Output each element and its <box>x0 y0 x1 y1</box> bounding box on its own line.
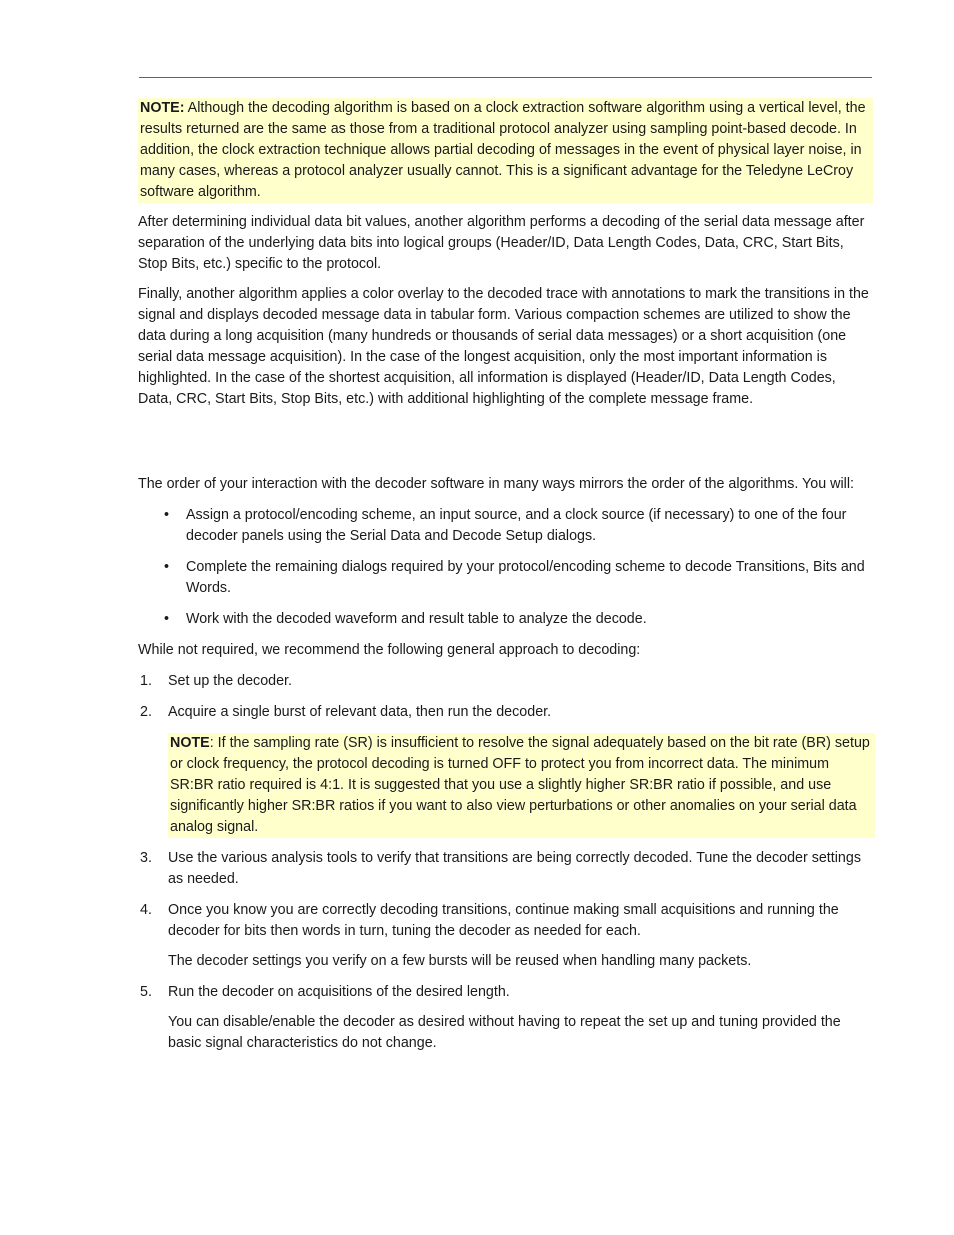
page-content <box>138 98 873 1064</box>
list-item-text: Assign a protocol/encoding scheme, an input source, and a clock source (if necessary) to one of the four decoder panels using the Serial Data and Decode Setup dialogs. <box>186 507 847 544</box>
bullet-list <box>138 505 873 630</box>
step-number: 3. <box>140 850 152 866</box>
step-number: 4. <box>140 902 152 918</box>
bullet-mark: • <box>164 507 170 523</box>
step-number: 2. <box>140 704 152 720</box>
step-subtext: You can disable/enable the decoder as desired without having to repeat the set up and tuning provided the basic signal characteristics do not change. <box>168 1014 841 1051</box>
list-item <box>138 505 873 547</box>
header-rule <box>139 77 872 78</box>
step-item <box>138 671 873 692</box>
step-number: 5. <box>140 984 152 1000</box>
note-label: NOTE <box>170 735 210 751</box>
step-item <box>138 848 873 890</box>
paragraph-interaction-order: The order of your interaction with the decoder software in many ways mirrors the order of the algorithms. You will: <box>138 476 854 492</box>
list-item-text: Work with the decoded waveform and result table to analyze the decode. <box>186 611 647 627</box>
step-text: Set up the decoder. <box>168 673 293 689</box>
paragraph-bit-decoding: After determining individual data bit values, another algorithm performs a decoding of the serial data message after separation of the underlying data bits into logical groups (Header/ID, Data Length Codes, Data, CRC, Start Bits, Stop Bits, etc.) specific to the protocol. <box>138 214 865 272</box>
step-subtext: The decoder settings you verify on a few bursts will be reused when handling many packets. <box>168 953 752 969</box>
list-item <box>138 609 873 630</box>
note-sampling-rate <box>168 733 875 838</box>
step-item <box>138 702 873 838</box>
step-text: Run the decoder on acquisitions of the desired length. <box>168 984 510 1000</box>
paragraph-color-overlay: Finally, another algorithm applies a color overlay to the decoded trace with annotations to mark the transitions in the signal and displays decoded message data in tabular form. Various compaction schemes are utilized to show the data during a long acquisition (many hundreds or thousands of serial data messages) or a short acquisition (one serial data message acquisition). In the case of the longest acquisition, only the most important information is highlighted. In the case of the shortest acquisition, all information is displayed (Header/ID, Data Length Codes, Data, CRC, Start Bits, Stop Bits, etc.) with additional highlighting of the complete message frame. <box>138 286 869 407</box>
steps-list <box>138 671 873 1054</box>
note-text: Although the decoding algorithm is based on a clock extraction software algorithm using a vertical level, the results returned are the same as those from a traditional protocol analyzer using sampling point-based decode. In addition, the clock extraction technique allows partial decoding of messages in the event of physical layer noise, in many cases, whereas a protocol analyzer usually cannot. This is a significant advantage for the Teledyne LeCroy software algorithm. <box>140 100 866 200</box>
paragraph-recommendation: While not required, we recommend the following general approach to decoding: <box>138 642 641 658</box>
list-item-text: Complete the remaining dialogs required by your protocol/encoding scheme to decode Transitions, Bits and Words. <box>186 559 865 596</box>
list-item <box>138 557 873 599</box>
note-algorithm <box>138 98 873 203</box>
note-label: NOTE: <box>140 100 185 116</box>
step-item <box>138 900 873 972</box>
bullet-mark: • <box>164 559 170 575</box>
bullet-mark: • <box>164 611 170 627</box>
step-item <box>138 982 873 1054</box>
step-text: Acquire a single burst of relevant data, then run the decoder. <box>168 704 552 720</box>
note-text: : If the sampling rate (SR) is insufficient to resolve the signal adequately based on the bit rate (BR) setup or clock frequency, the protocol decoding is turned OFF to protect you from incorrect data. The minimum SR:BR ratio required is 4:1. It is suggested that you use a slightly higher SR:BR ratio if possible, and use significantly higher SR:BR ratios if you want to also view perturbations or other anomalies on your serial data analog signal. <box>170 735 870 835</box>
step-text: Once you know you are correctly decoding transitions, continue making small acquisitions and running the decoder for bits then words in turn, tuning the decoder as needed for each. <box>168 902 839 939</box>
step-number: 1. <box>140 673 152 689</box>
step-text: Use the various analysis tools to verify that transitions are being correctly decoded. Tune the decoder settings as needed. <box>168 850 861 887</box>
